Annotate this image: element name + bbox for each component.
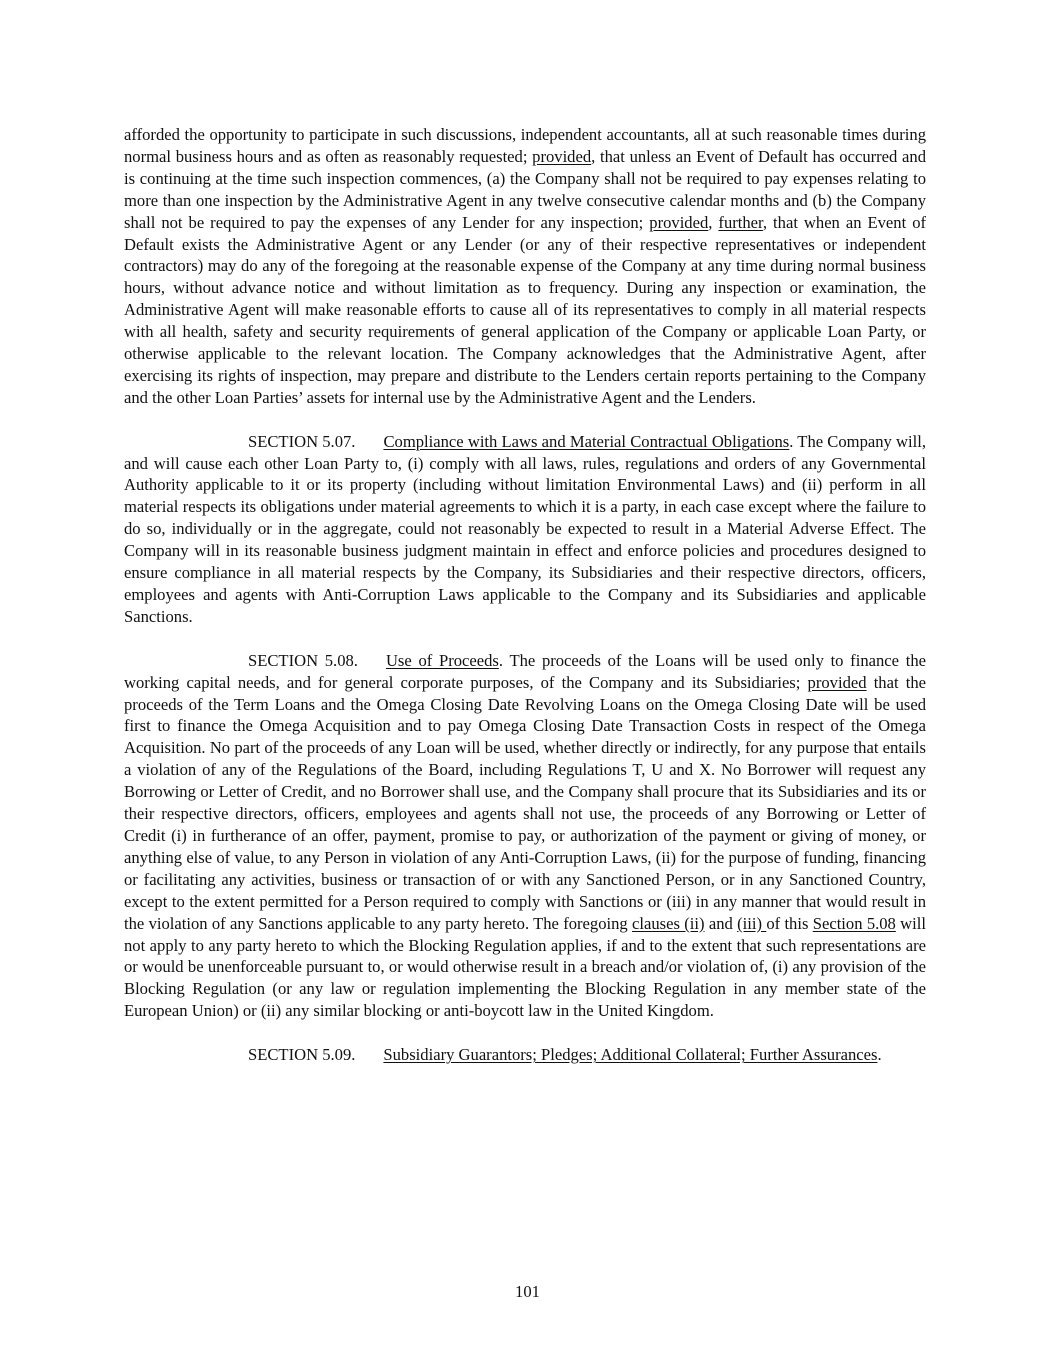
text-run: . (877, 1045, 882, 1065)
section-5-07 (124, 431, 926, 628)
cross-reference: (iii) (737, 913, 767, 933)
text-run: , (708, 212, 719, 232)
page-body (124, 124, 926, 1088)
paragraph-5-06-continued (124, 124, 926, 409)
underlined-term: further (718, 212, 763, 232)
text-run: , that when an Event of Default exists the Administrative Agent or any Lender (or any of their respective representatives or independent contractors) may do any of the foregoing at the reasonable expense of the Company at any time during normal business hours, without advance notice and without limitation as to frequency. During any inspection or examination, the Administrative Agent will make reasonable efforts to cause all of its representatives to comply in all material respects with all health, safety and security requirements of general application of the Company or applicable Loan Party, or otherwise applicable to the relevant location. The Company acknowledges that the Administrative Agent, after exercising its rights of inspection, may prepare and distribute to the Lenders certain reports pertaining to the Company and the other Loan Parties’ assets for internal use by the Administrative Agent and the Lenders. (124, 212, 927, 407)
underlined-term: provided (532, 146, 592, 166)
cross-reference: Section 5.08 (812, 913, 896, 933)
section-5-08 (124, 650, 926, 1022)
section-5-09 (124, 1044, 926, 1066)
section-number: SECTION 5.07. (248, 431, 356, 451)
text-run: . The proceeds of the Loans will be used only to finance the working capital needs, and for general corporate purposes, of the Company and its Subsidiaries; (124, 650, 926, 692)
section-heading: Compliance with Laws and Material Contractual Obligations (383, 431, 790, 451)
underlined-term: provided (807, 672, 867, 692)
text-run: that the proceeds of the Term Loans and the Omega Closing Date Revolving Loans on the Omega Closing Date will be used first to finance the Omega Acquisition and to pay Omega Closing Date Transaction Costs in respect of the Omega Acquisition. No part of the proceeds of any Loan will be used, whether directly or indirectly, for any purpose that entails a violation of any of the Regulations of the Board, including Regulations T, U and X. No Borrower will request any Borrowing or Letter of Credit, and no Borrower shall use, and the Company shall procure that its Subsidiaries and its or their respective directors, officers, employees and agents shall not use, the proceeds of any Borrowing or Letter of Credit (i) in furtherance of an offer, payment, promise to pay, or authorization of the payment or giving of money, or anything else of value, to any Person in violation of any Anti-Corruption Laws, (ii) for the purpose of funding, financing or facilitating any activities, business or transaction of or with any Sanctioned Person, or in any Sanctioned Country, except to the extent permitted for a Person required to comply with Sanctions or (iii) in any manner that would result in the violation of any Sanctions applicable to any party hereto. The foregoing (124, 672, 927, 933)
underlined-term: provided (649, 212, 709, 232)
text-run: afforded the opportunity to participate in such discussions, independent accountants, all at such reasonable times during normal business hours and as often as reasonably requested; (124, 125, 926, 166)
text-run: of this (766, 913, 813, 933)
section-number: SECTION 5.09. (248, 1045, 356, 1065)
text-run: will not apply to any party hereto to which the Blocking Regulation applies, if and to the extent that such representations are or would be unenforceable pursuant to, or would otherwise result in a breach and/or violation of, (i) any provision of the Blocking Regulation (or any law or regulation implementing the Blocking Regulation in any member state of the European Union) or (ii) any similar blocking or anti-boycott law in the United Kingdom. (124, 913, 926, 1021)
cross-reference: clauses (ii) (632, 913, 705, 933)
section-body: . The Company will, and will cause each other Loan Party to, (i) comply with all laws, rules, regulations and orders of any Governmental Authority applicable to it or its property (including without limitation Environmental Laws) and (ii) perform in all material respects its obligations under material agreements to which it is a party, in each case except where the failure to do so, individually or in the aggregate, could not reasonably be expected to result in a Material Adverse Effect. The Company will in its reasonable business judgment maintain in effect and enforce policies and procedures designed to ensure compliance in all material respects by the Company, its Subsidiaries and their respective directors, officers, employees and agents with Anti-Corruption Laws applicable to the Company and its Subsidiaries and applicable Sanctions. (124, 431, 926, 626)
text-run: , that unless an Event of Default has occurred and is continuing at the time such inspection commences, (a) the Company shall not be required to pay expenses relating to more than one inspection by the Administrative Agent in any twelve consecutive calendar months and (b) the Company shall not be required to pay the expenses of any Lender for any inspection; (124, 146, 927, 232)
section-heading: Use of Proceeds (385, 650, 499, 670)
text-run: and (704, 913, 738, 933)
page-number: 101 (515, 1282, 540, 1301)
section-heading: Subsidiary Guarantors; Pledges; Additional Collateral; Further Assurances (383, 1045, 878, 1065)
section-number: SECTION 5.08. (248, 650, 358, 670)
